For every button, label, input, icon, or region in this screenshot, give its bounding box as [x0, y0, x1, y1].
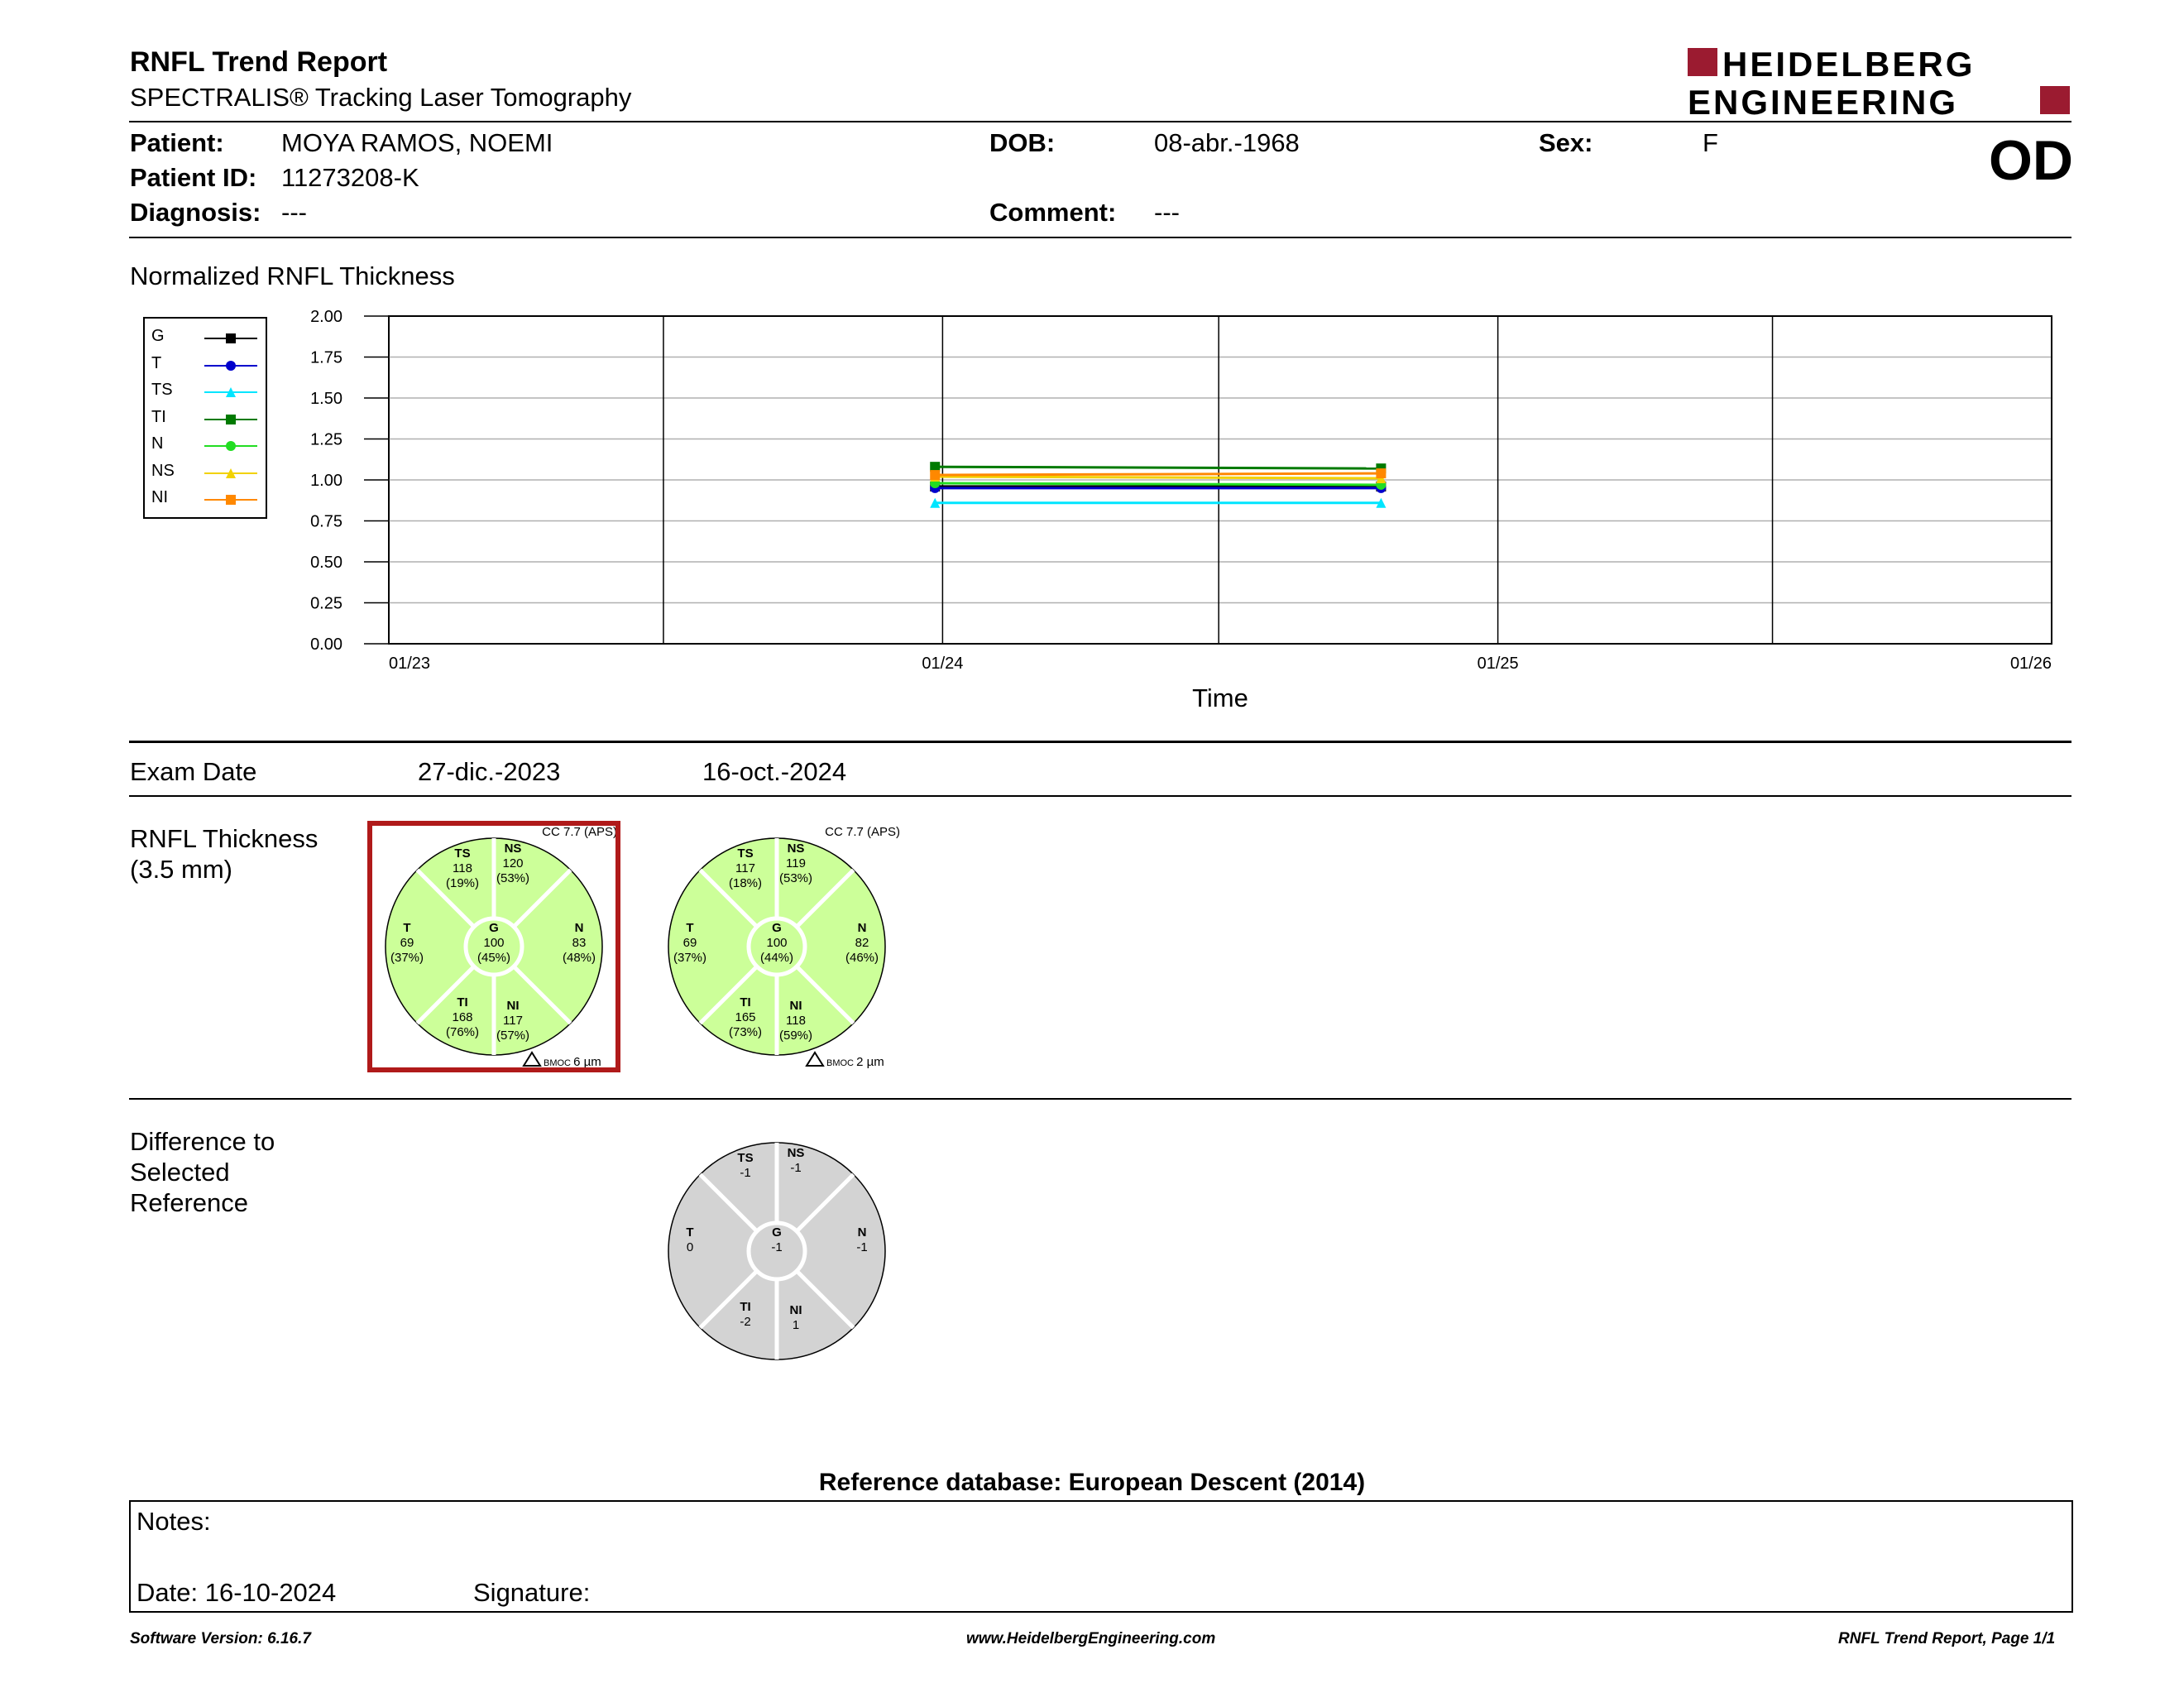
exam-date-2: 16-oct.-2024	[702, 757, 847, 786]
sector-value: 118	[786, 1014, 806, 1028]
sector-label: G	[772, 1225, 782, 1240]
legend-item-g	[145, 325, 266, 352]
notes-date: Date: 16-10-2024	[136, 1578, 337, 1607]
sector-label: TS	[737, 846, 754, 861]
legend-item-n	[145, 433, 266, 459]
sector-label: T	[686, 921, 694, 935]
legend-label: N	[151, 434, 164, 453]
sector-label: TI	[740, 1300, 751, 1314]
legend-label: NS	[151, 461, 175, 480]
sector-percentile: (44%)	[759, 951, 794, 965]
sector-value: -1	[790, 1161, 802, 1175]
legend-marker	[226, 441, 236, 451]
sector-t	[686, 1225, 693, 1254]
y-tick-label: 2.00	[310, 308, 342, 326]
sector-value: -1	[740, 1166, 751, 1180]
quality-score: CC 7.7 (APS)	[825, 825, 900, 839]
difference-title-1: Difference to	[130, 1127, 275, 1156]
sector-percentile: (45%)	[477, 951, 511, 965]
sector-percentile: (57%)	[496, 1029, 530, 1043]
y-tick-label: 1.75	[310, 348, 342, 367]
data-point	[930, 470, 940, 480]
legend-item-ti	[145, 406, 266, 433]
patient-label: Patient:	[130, 128, 224, 157]
x-tick-label: 01/24	[922, 655, 964, 673]
report-title: RNFL Trend Report	[130, 46, 388, 78]
sector-percentile: (73%)	[728, 1025, 763, 1039]
patient-divider	[129, 237, 2071, 238]
x-tick-label: 01/23	[389, 655, 431, 673]
sector-label: NI	[789, 999, 802, 1013]
legend-swatch	[203, 356, 259, 376]
reference-database: Reference database: European Descent (2014)	[818, 1469, 1366, 1496]
series-line	[935, 473, 1381, 475]
y-tick-label: 0.25	[310, 594, 342, 613]
legend-swatch	[203, 490, 259, 510]
exam-date-1: 27-dic.-2023	[418, 757, 561, 786]
y-tick-label: 0.00	[310, 635, 342, 654]
series-line	[935, 483, 1381, 485]
sector-n	[856, 1225, 867, 1254]
signature-label: Signature:	[473, 1578, 591, 1607]
sector-label: NI	[789, 1303, 802, 1317]
sector-value: -2	[740, 1315, 751, 1329]
series-line	[935, 467, 1381, 468]
patient-name: MOYA RAMOS, NOEMI	[281, 128, 553, 157]
sector-ti	[740, 1300, 750, 1329]
legend-label: G	[151, 327, 165, 345]
exam-top-divider	[129, 741, 2071, 743]
notes-label: Notes:	[136, 1507, 211, 1536]
sector-value: 100	[766, 936, 788, 950]
legend-marker	[226, 333, 236, 343]
legend-label: TI	[151, 407, 166, 426]
sector-value: 1	[792, 1318, 800, 1332]
y-tick-label: 1.50	[310, 390, 342, 408]
series-ts	[930, 498, 1386, 508]
trend-chart	[290, 306, 2068, 712]
legend-item-ni	[145, 487, 266, 513]
sector-label: NS	[787, 842, 805, 856]
thickness-title-1: RNFL Thickness	[130, 824, 318, 853]
legend-swatch	[203, 463, 259, 483]
y-tick-label: 0.75	[310, 512, 342, 531]
difference-title-2: Selected	[130, 1158, 230, 1187]
sector-value: 0	[686, 1240, 694, 1254]
sector-value: 69	[682, 936, 697, 950]
sector-value: 83	[572, 936, 587, 950]
sector-value: 69	[400, 936, 414, 950]
series-line	[935, 477, 1381, 478]
patient-id: 11273208-K	[281, 163, 419, 192]
sector-percentile: (37%)	[673, 951, 707, 965]
sector-value: 117	[735, 861, 755, 875]
legend-label: NI	[151, 488, 168, 506]
data-point	[1376, 468, 1386, 478]
exam-bottom-divider	[129, 795, 2071, 797]
legend-swatch	[203, 328, 259, 348]
y-tick-label: 0.50	[310, 554, 342, 572]
thickness-title-2: (3.5 mm)	[130, 855, 232, 884]
legend-item-ts	[145, 379, 266, 405]
sector-label: G	[772, 921, 782, 935]
sector-g	[771, 1225, 782, 1254]
legend-label: TS	[151, 381, 173, 399]
sector-label: N	[574, 921, 584, 935]
legend-marker	[226, 361, 236, 371]
bmo-offset: BMOC 6 µm	[544, 1055, 601, 1069]
sector-label: TS	[737, 1151, 754, 1165]
sector-label: TS	[454, 846, 471, 861]
delta-icon	[524, 1053, 540, 1066]
x-tick-label: 01/25	[1477, 655, 1519, 673]
difference-map	[650, 1125, 903, 1377]
patient-id-label: Patient ID:	[130, 163, 257, 192]
logo-line2: ENGINEERING	[1688, 83, 1959, 116]
legend-item-ns	[145, 460, 266, 487]
logo-line1: HEIDELBERG	[1722, 46, 1976, 84]
comment-label: Comment:	[989, 198, 1117, 227]
notes-box[interactable]	[129, 1500, 2073, 1613]
sector-label: TI	[457, 995, 468, 1009]
sector-value: 119	[786, 856, 806, 870]
delta-icon	[807, 1053, 823, 1066]
eye-label: OD	[1989, 129, 2073, 192]
sector-label: NS	[787, 1146, 805, 1160]
footer-page: RNFL Trend Report, Page 1/1	[1838, 1630, 2056, 1647]
legend-swatch	[203, 436, 259, 456]
sector-percentile: (53%)	[778, 871, 813, 885]
sector-percentile: (53%)	[496, 871, 530, 885]
y-tick-label: 1.25	[310, 430, 342, 449]
sector-label: NI	[506, 999, 520, 1013]
sector-percentile: (19%)	[445, 876, 480, 890]
sector-value: 120	[502, 856, 524, 870]
trend-section-title: Normalized RNFL Thickness	[130, 261, 455, 290]
sex-label: Sex:	[1539, 128, 1593, 157]
quality-score: CC 7.7 (APS)	[542, 825, 617, 839]
sector-percentile: (46%)	[845, 951, 879, 965]
dob-label: DOB:	[989, 128, 1056, 157]
bmo-offset: BMOC 2 µm	[826, 1055, 884, 1069]
difference-title-3: Reference	[130, 1188, 249, 1217]
sector-value: 168	[452, 1010, 473, 1024]
legend-marker	[226, 495, 236, 505]
dob-value: 08-abr.-1968	[1154, 128, 1300, 157]
sector-percentile: (37%)	[390, 951, 424, 965]
sector-percentile: (18%)	[728, 876, 763, 890]
sector-label: T	[403, 921, 411, 935]
series-ti	[930, 462, 1386, 473]
thickness-map-exam-2[interactable]	[650, 821, 903, 1072]
thickness-map-exam-1[interactable]	[367, 821, 620, 1072]
sector-label: N	[857, 921, 867, 935]
diagnosis-value: ---	[281, 198, 307, 227]
chart-legend	[143, 317, 267, 519]
header-divider	[129, 121, 2071, 122]
sector-value: 82	[855, 936, 869, 950]
legend-label: T	[151, 353, 162, 372]
y-tick-label: 1.00	[310, 472, 342, 490]
sex-value: F	[1703, 128, 1718, 157]
exam-date-label: Exam Date	[130, 757, 257, 786]
sector-label: N	[857, 1225, 867, 1240]
report-subtitle: SPECTRALIS® Tracking Laser Tomography	[130, 83, 632, 112]
legend-marker	[226, 415, 236, 424]
x-tick-label: 01/26	[2009, 655, 2052, 673]
sector-label: TI	[740, 995, 751, 1009]
thickness-divider	[129, 1098, 2071, 1100]
sector-value: 165	[735, 1010, 756, 1024]
legend-item-t	[145, 352, 266, 379]
comment-value: ---	[1154, 198, 1180, 227]
legend-swatch	[203, 410, 259, 429]
x-axis-label: Time	[1192, 683, 1248, 712]
sector-value: 117	[503, 1014, 523, 1028]
footer-software: Software Version: 6.16.7	[130, 1630, 311, 1647]
sector-value: -1	[771, 1240, 783, 1254]
diagnosis-label: Diagnosis:	[130, 198, 261, 227]
legend-swatch	[203, 382, 259, 402]
heidelberg-logo	[1688, 46, 2070, 116]
footer-website[interactable]: www.HeidelbergEngineering.com	[966, 1630, 1216, 1647]
sector-percentile: (76%)	[445, 1025, 480, 1039]
sector-label: G	[489, 921, 499, 935]
sector-label: T	[686, 1225, 694, 1240]
sector-value: 118	[453, 861, 472, 875]
sector-percentile: (48%)	[562, 951, 596, 965]
sector-label: NS	[504, 842, 522, 856]
sector-percentile: (59%)	[778, 1029, 813, 1043]
sector-value: -1	[856, 1240, 868, 1254]
sector-value: 100	[483, 936, 505, 950]
